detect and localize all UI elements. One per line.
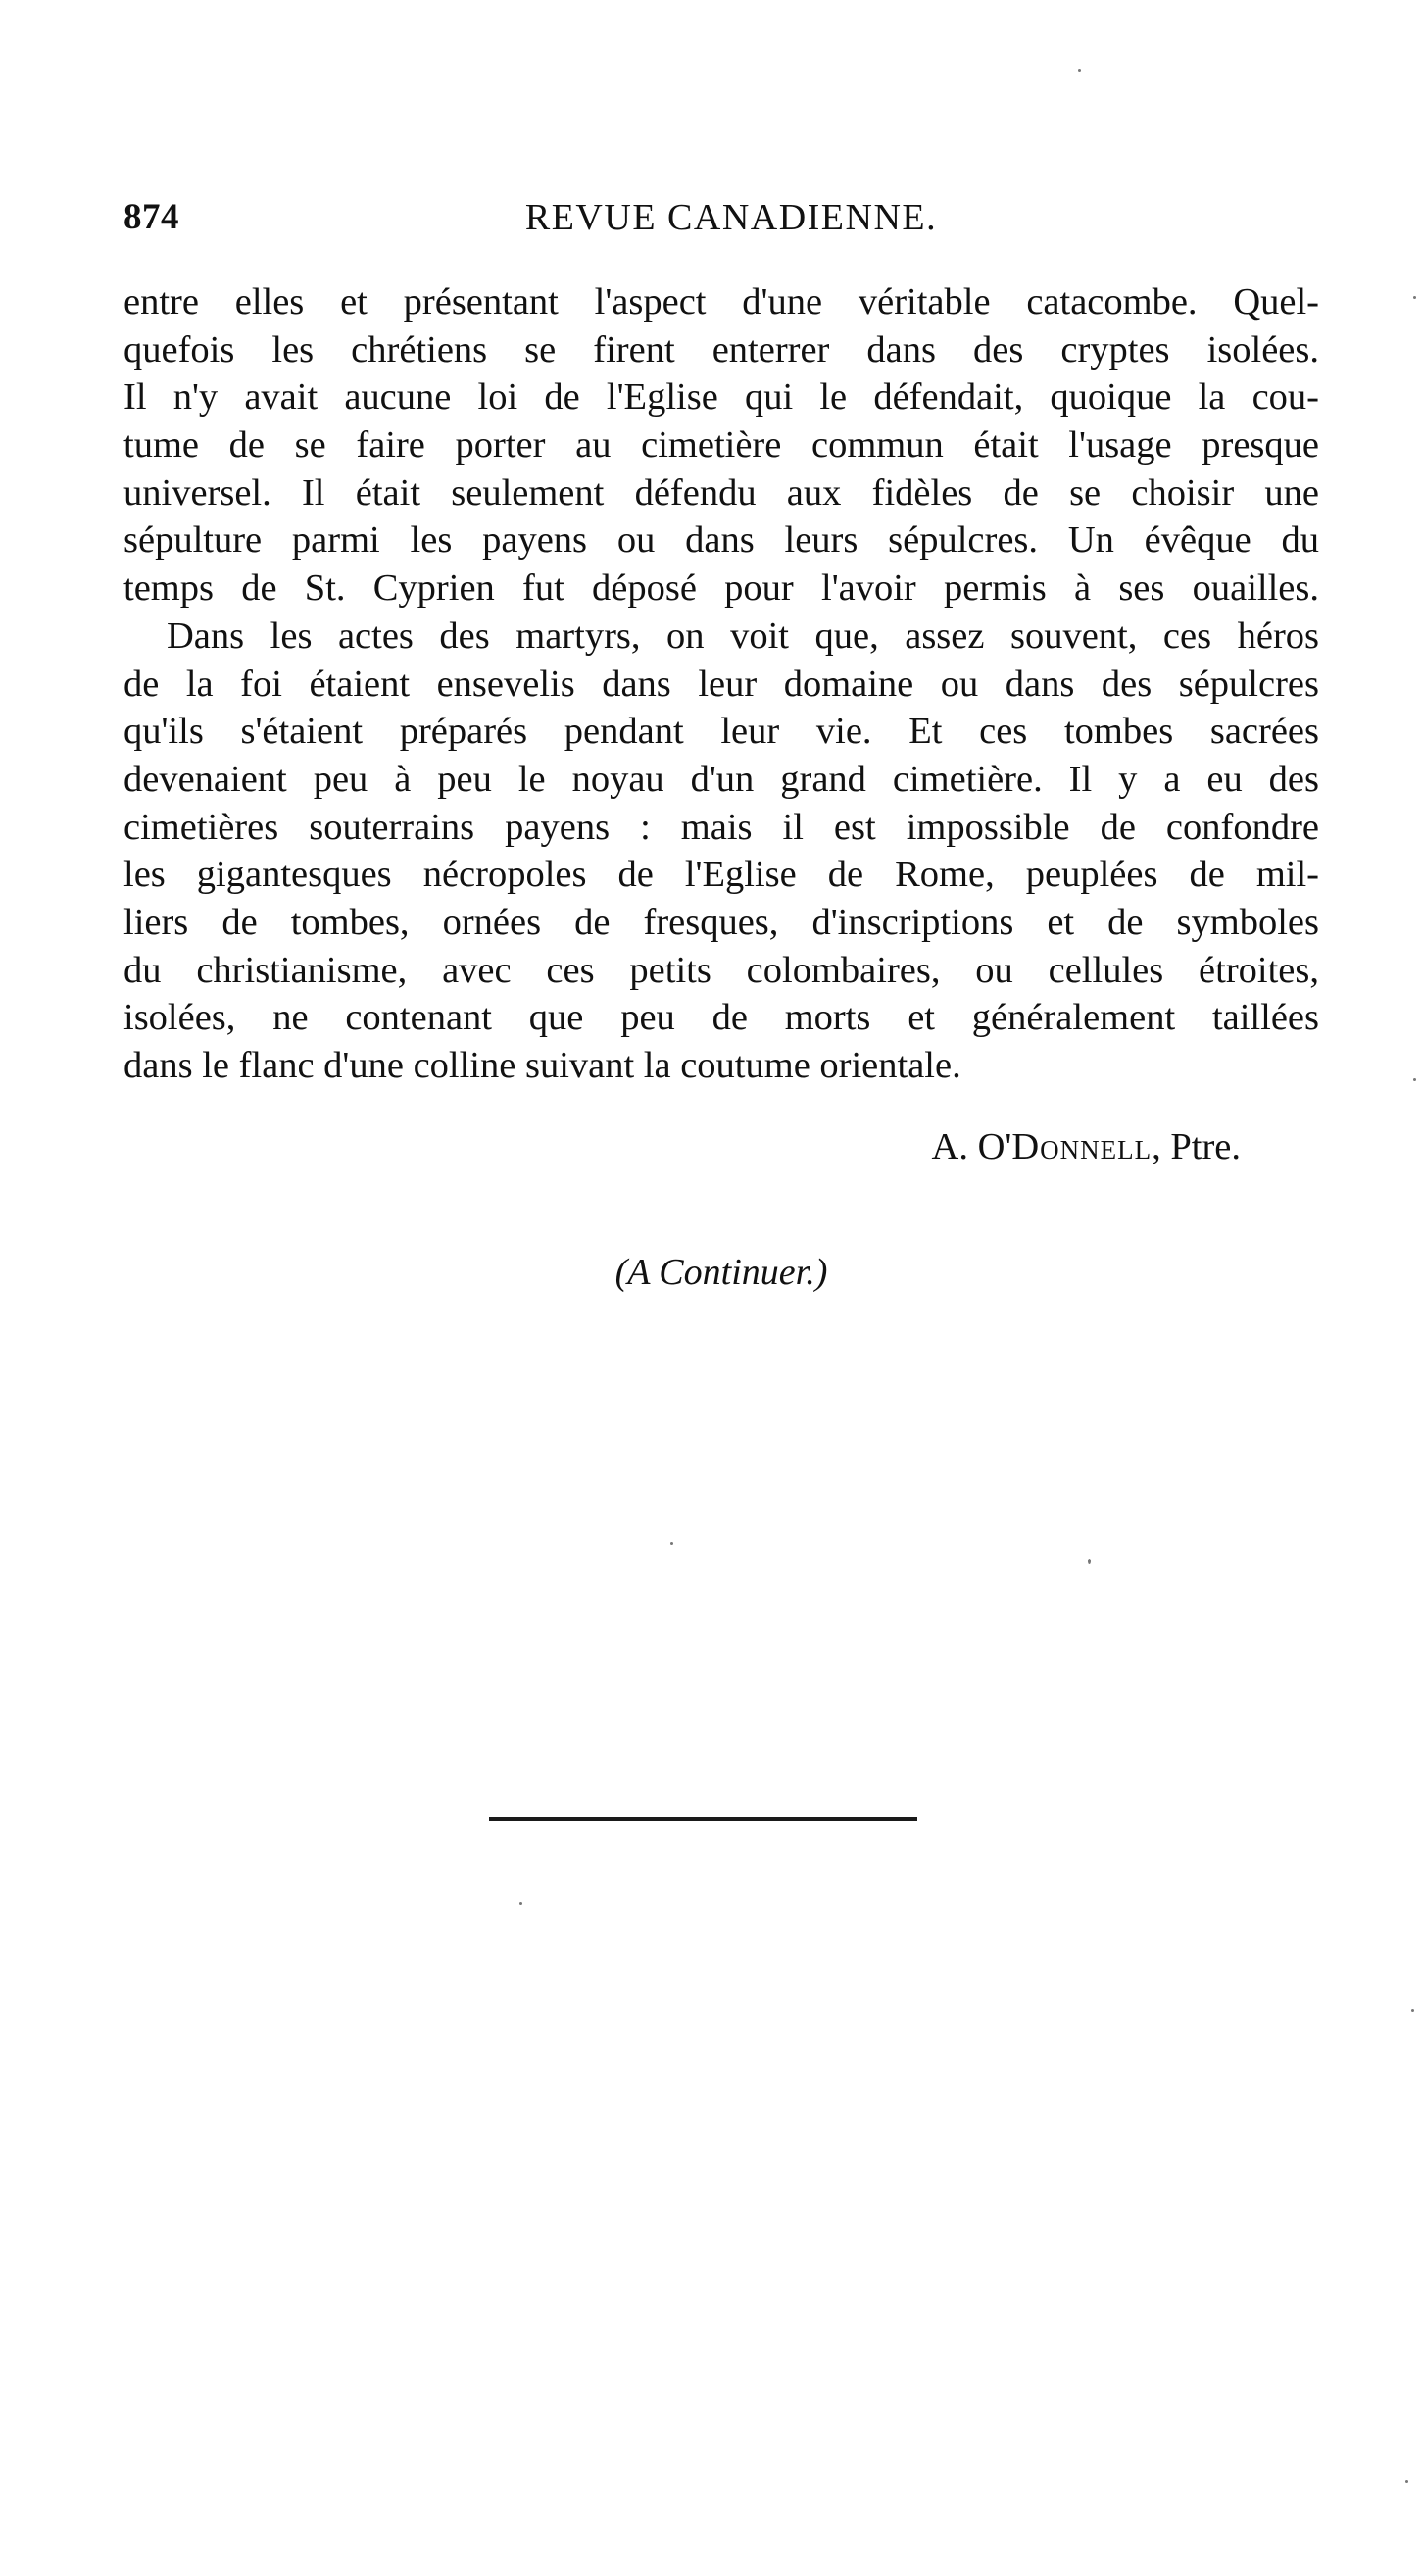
text-line: liers de tombes, ornées de fresques, d'inscriptions et de symboles (123, 901, 1319, 943)
text-line: isolées, ne contenant que peu de morts et généralement taillées (123, 997, 1319, 1039)
paragraph-last-line: dans le flanc d'une colline suivant la coutume orientale. (123, 1045, 961, 1086)
text-line: entre elles et présentant l'aspect d'une véritable catacombe. Quel- (123, 281, 1319, 322)
article-body (123, 278, 1319, 1090)
page-number: 874 (123, 197, 179, 237)
author-title: , Ptre. (1152, 1126, 1241, 1167)
text-line: tume de se faire porter au cimetière commun était l'usage presque (123, 424, 1319, 467)
scan-speck (1405, 2480, 1408, 2483)
scan-speck (1413, 296, 1416, 299)
author-initial: A. O' (931, 1126, 1012, 1167)
page-header (123, 196, 1319, 247)
text-line: Il n'y avait aucune loi de l'Eglise qui le défendait, quoique la cou- (123, 376, 1319, 419)
text-line: cimetières souterrains payens : mais il est impossible de confondre (123, 806, 1319, 848)
scan-speck (1413, 1078, 1416, 1081)
text-line: temps de St. Cyprien fut déposé pour l'avoir permis à ses ouailles. (123, 568, 1319, 610)
text-line: universel. Il était seulement défendu aux fidèles de se choisir une (123, 471, 1319, 514)
author-surname: Donnell (1011, 1126, 1153, 1167)
scan-speck (1411, 2009, 1414, 2012)
text-line: sépulture parmi les payens ou dans leurs sépulcres. Un évêque du (123, 520, 1319, 562)
scan-speck (1078, 69, 1081, 72)
section-end-rule (489, 1817, 917, 1821)
continuation-note: (A Continuer.) (614, 1252, 828, 1293)
text-line: de la foi étaient ensevelis dans leur domaine ou dans des sépulcres (123, 663, 1319, 705)
text-line: quefois les chrétiens se firent enterrer dans des cryptes isolées. (123, 328, 1319, 371)
text-line: les gigantesques nécropoles de l'Eglise de Rome, peuplées de mil- (123, 854, 1319, 896)
running-head: REVUE CANADIENNE. (524, 197, 938, 238)
text-line: du christianisme, avec ces petits colombaires, ou cellules étroites, (123, 949, 1319, 991)
text-line: devenaient peu à peu le noyau d'un grand cimetière. Il y a eu des (123, 758, 1319, 800)
paragraph-first-line: Dans les actes des martyrs, on voit que, assez souvent, ces héros (167, 615, 1319, 657)
scan-speck (1088, 1559, 1091, 1564)
author-signature (932, 1125, 1241, 1168)
scan-speck (519, 1902, 522, 1905)
scan-speck (670, 1542, 673, 1545)
text-line: qu'ils s'étaient préparés pendant leur vie. Et ces tombes sacrées (123, 711, 1319, 753)
